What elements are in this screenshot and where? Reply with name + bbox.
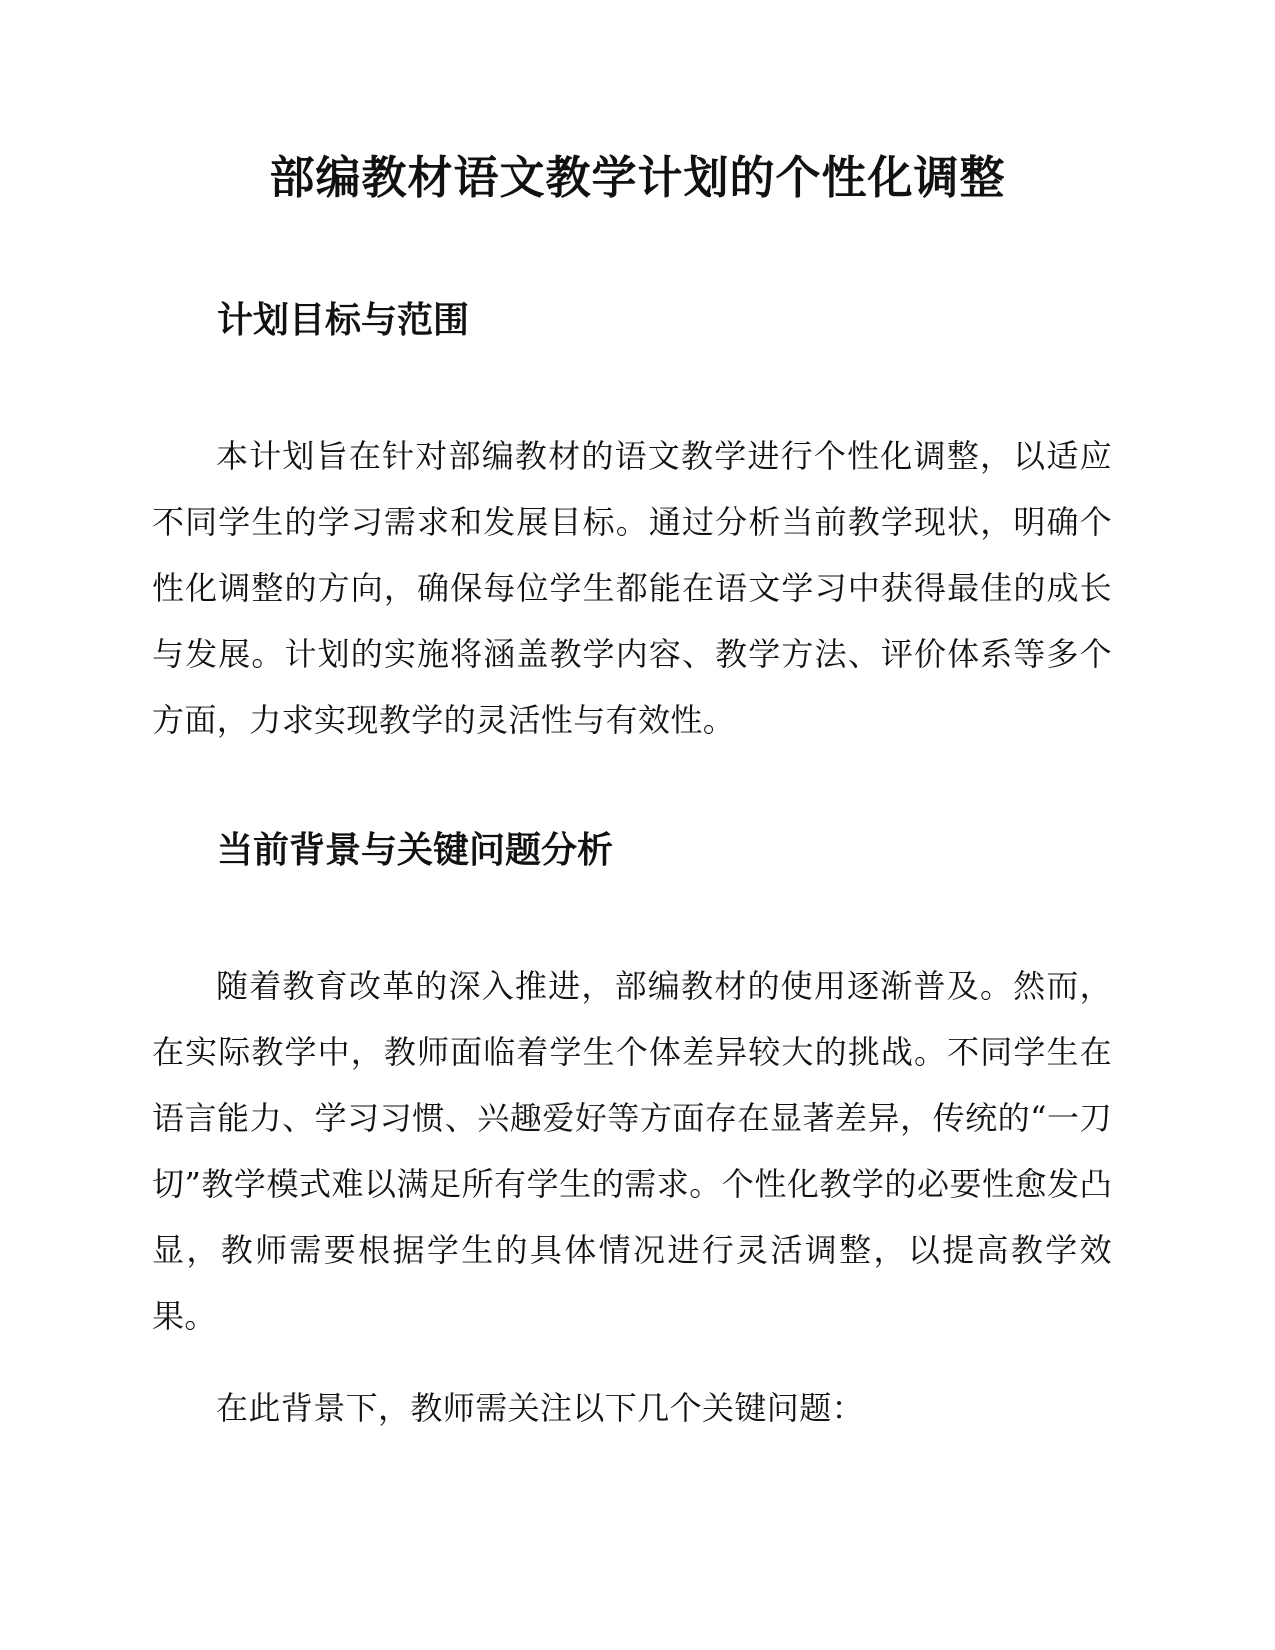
document-title: 部编教材语文教学计划的个性化调整 xyxy=(269,151,1006,204)
paragraph-key-issues-intro: 在此背景下，教师需关注以下几个关键问题： xyxy=(216,1389,865,1427)
section-heading-plan-goals: 计划目标与范围 xyxy=(217,300,470,341)
paragraph-plan-goals: 本计划旨在针对部编教材的语文教学进行个性化调整，以适应不同学生的学习需求和发展目标。通过分析当前教学现状，明确个性化调整的方向，确保每位学生都能在语文学习中获得最佳的成长与发展。计划的实施将涵盖教学内容、教学方法、评价体系等多个方面，力求实现教学的灵活性与有效性。 xyxy=(152,437,1112,739)
paragraph-background: 随着教育改革的深入推进，部编教材的使用逐渐普及。然而，在实际教学中，教师面临着学生个体差异较大的挑战。不同学生在语言能力、学习习惯、兴趣爱好等方面存在显著差异，传统的“一刀切”教学模式难以满足所有学生的需求。个性化教学的必要性愈发凸显，教师需要根据学生的具体情况进行灵活调整，以提高教学效果。 xyxy=(152,967,1112,1335)
section-heading-background: 当前背景与关键问题分析 xyxy=(217,830,614,871)
